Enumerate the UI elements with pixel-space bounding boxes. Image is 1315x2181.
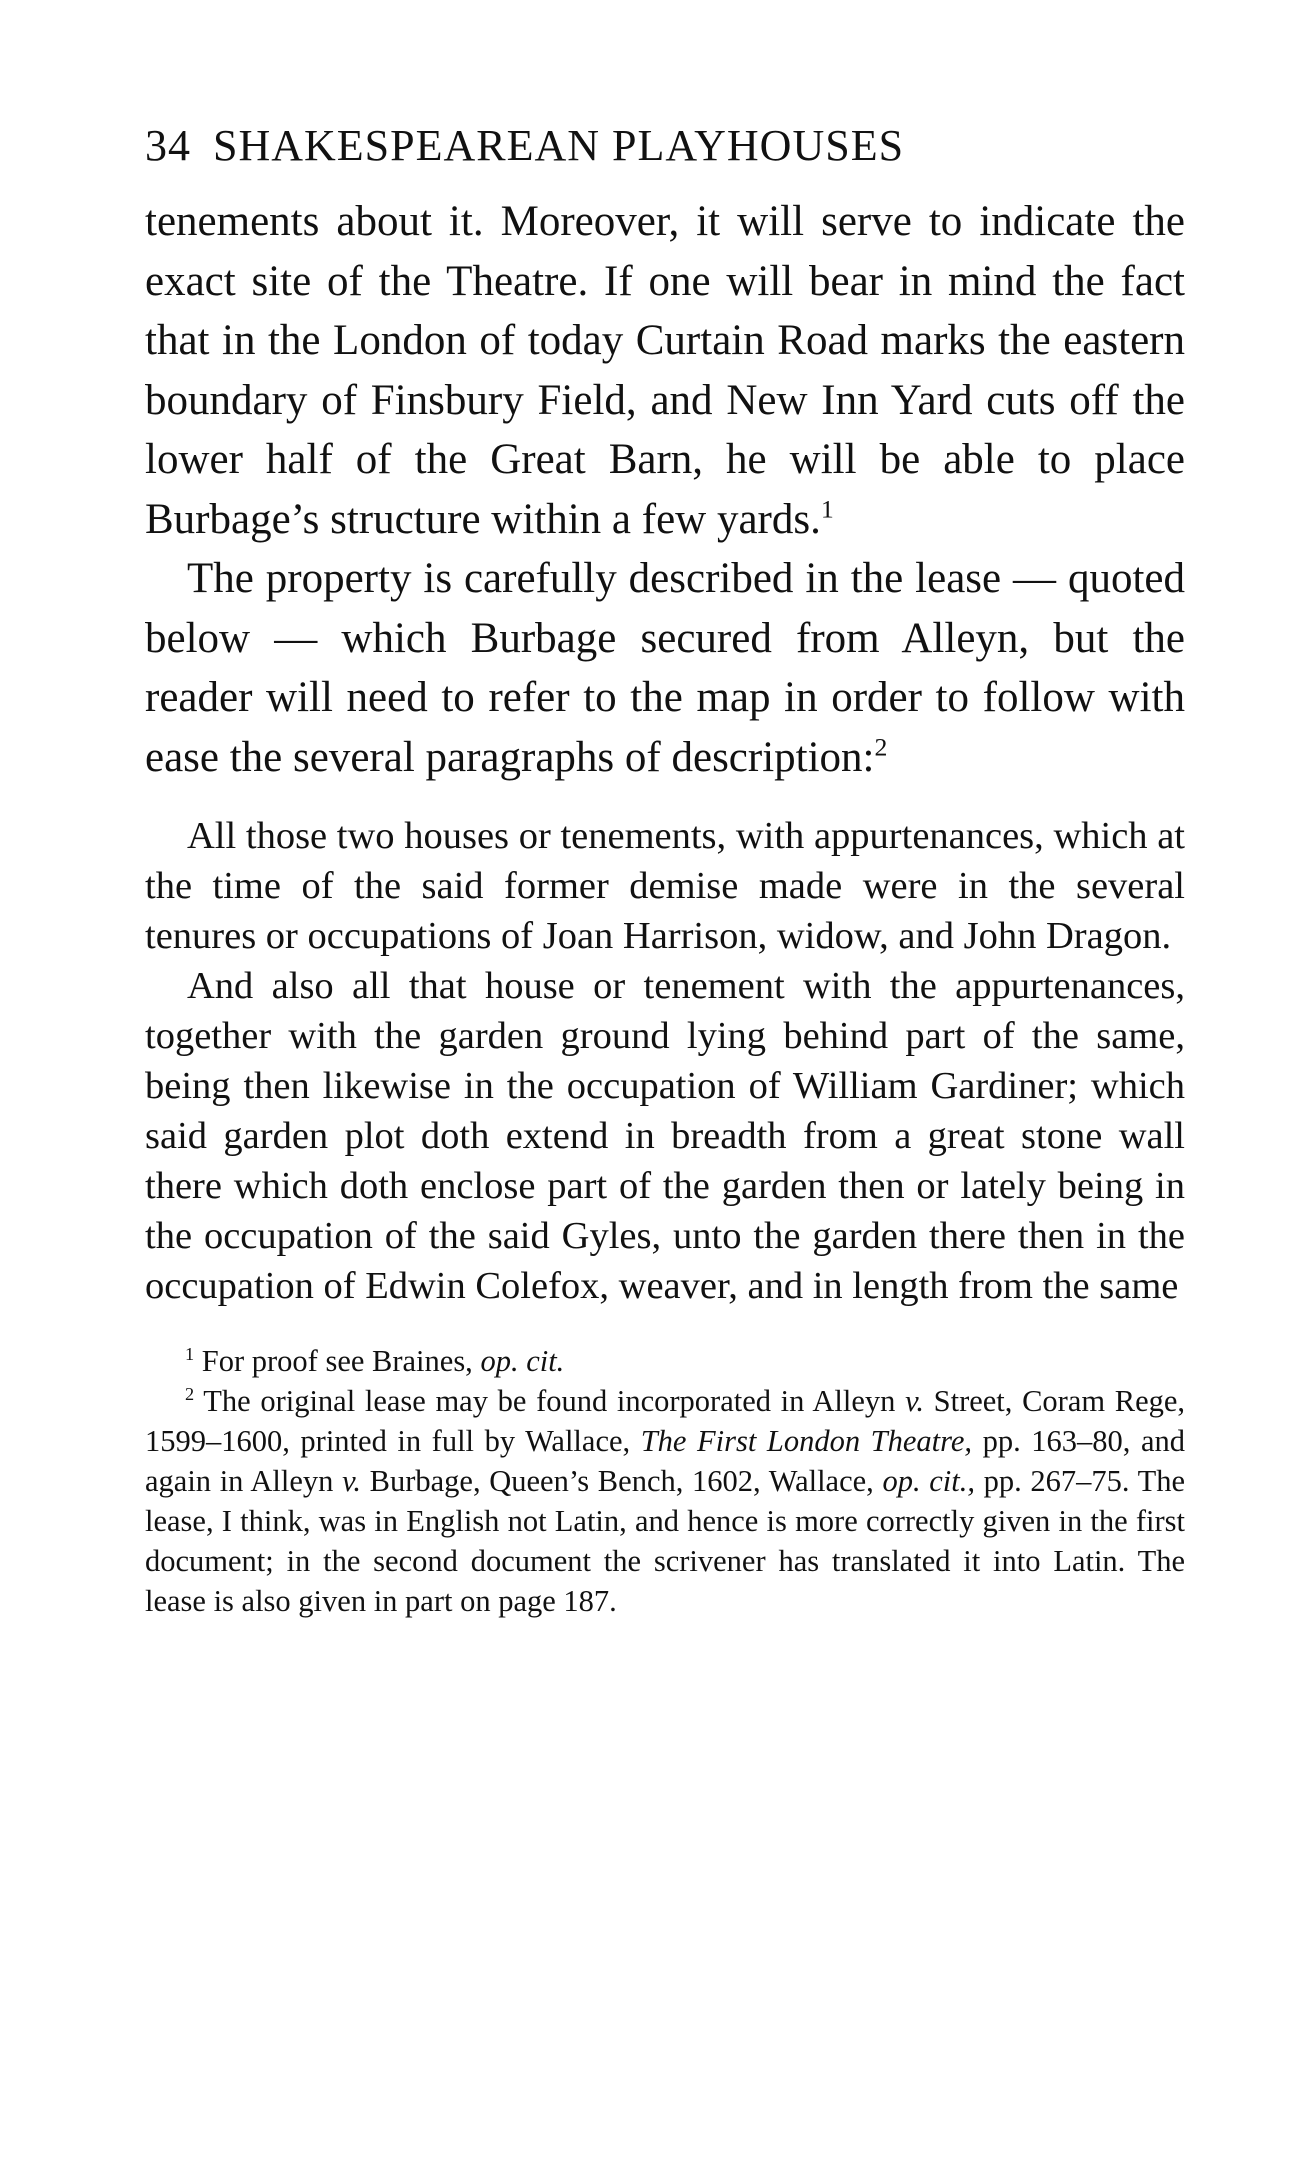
footnote-2-text-a: The original lease may be found incorporated in Alleyn xyxy=(203,1384,896,1418)
footnote-ref-2: 2 xyxy=(874,732,888,762)
footnote-2-citation: op. cit., xyxy=(882,1464,975,1498)
footnote-1-citation: op. cit. xyxy=(480,1344,565,1378)
footnote-2-text-c: pp. 163–80, and again in Alleyn xyxy=(145,1424,1186,1498)
footnote-2-text-d: Burbage, Queen’s Bench, 1602, Wallace, xyxy=(369,1464,874,1498)
footnote-2-text-b: Street, Coram Rege, 1599–1600, printed in full by Wallace, xyxy=(145,1384,1186,1458)
footnote-2-versus-1: v. xyxy=(905,1384,924,1418)
running-head xyxy=(145,118,1185,174)
footnote-2-versus-2: v. xyxy=(342,1464,361,1498)
quote-paragraph-1: All those two houses or tenements, with appurtenances, which at the time of the said former demise made were in the several tenures or occupations of Joan Harrison, widow, and John Dragon. xyxy=(145,815,1185,957)
body-paragraph-1 xyxy=(145,192,1185,549)
page-number: 34 xyxy=(145,121,191,170)
footnote-1-marker: 1 xyxy=(185,1343,195,1364)
footnote-2-text-e: pp. 267–75. The lease, I think, was in English not Latin, and hence is more correctly given in the first document; in the second document the scrivener has translated it into Latin. The lease is also given in part on page 187. xyxy=(145,1464,1186,1618)
footnote-1-text: For proof see Braines, xyxy=(201,1344,473,1378)
footnote-1 xyxy=(145,1341,1185,1381)
running-title: SHAKESPEAREAN PLAYHOUSES xyxy=(213,121,905,170)
lease-quotation xyxy=(145,811,1185,1311)
footnote-2 xyxy=(145,1381,1185,1621)
quote-paragraph-2: And also all that house or tenement with the appurtenances, together with the garden ground lying behind part of the same, being then likewise in the occupation of William Gardiner; which said garden plot doth extend in breadth from a great stone wall there which doth enclose part of the garden then or lately being in the occupation of the said Gyles, unto the garden there then in the occupation of Edwin Colefox, weaver, and in length from the same xyxy=(145,965,1185,1307)
body-paragraph-2-text: The property is carefully described in the lease — quoted below — which Burbage secured from Alleyn, but the reader will need to refer to the map in order to follow with ease the several paragraphs of description: xyxy=(145,555,1185,781)
footnote-2-book-title: The First London Theatre, xyxy=(640,1424,973,1458)
footnote-2-marker: 2 xyxy=(185,1383,195,1404)
footnotes xyxy=(145,1341,1185,1621)
body-paragraph-1-text: tenements about it. Moreover, it will serve to indicate the exact site of the Theatre. If one will bear in mind the fact that in the London of today Curtain Road marks the eastern boundary of Finsbury Field, and New Inn Yard cuts off the lower half of the Great Barn, he will be able to place Burbage’s structure within a few yards. xyxy=(145,198,1185,543)
footnote-ref-1: 1 xyxy=(820,494,834,524)
body-paragraph-2 xyxy=(145,549,1185,787)
book-page xyxy=(145,118,1185,1621)
